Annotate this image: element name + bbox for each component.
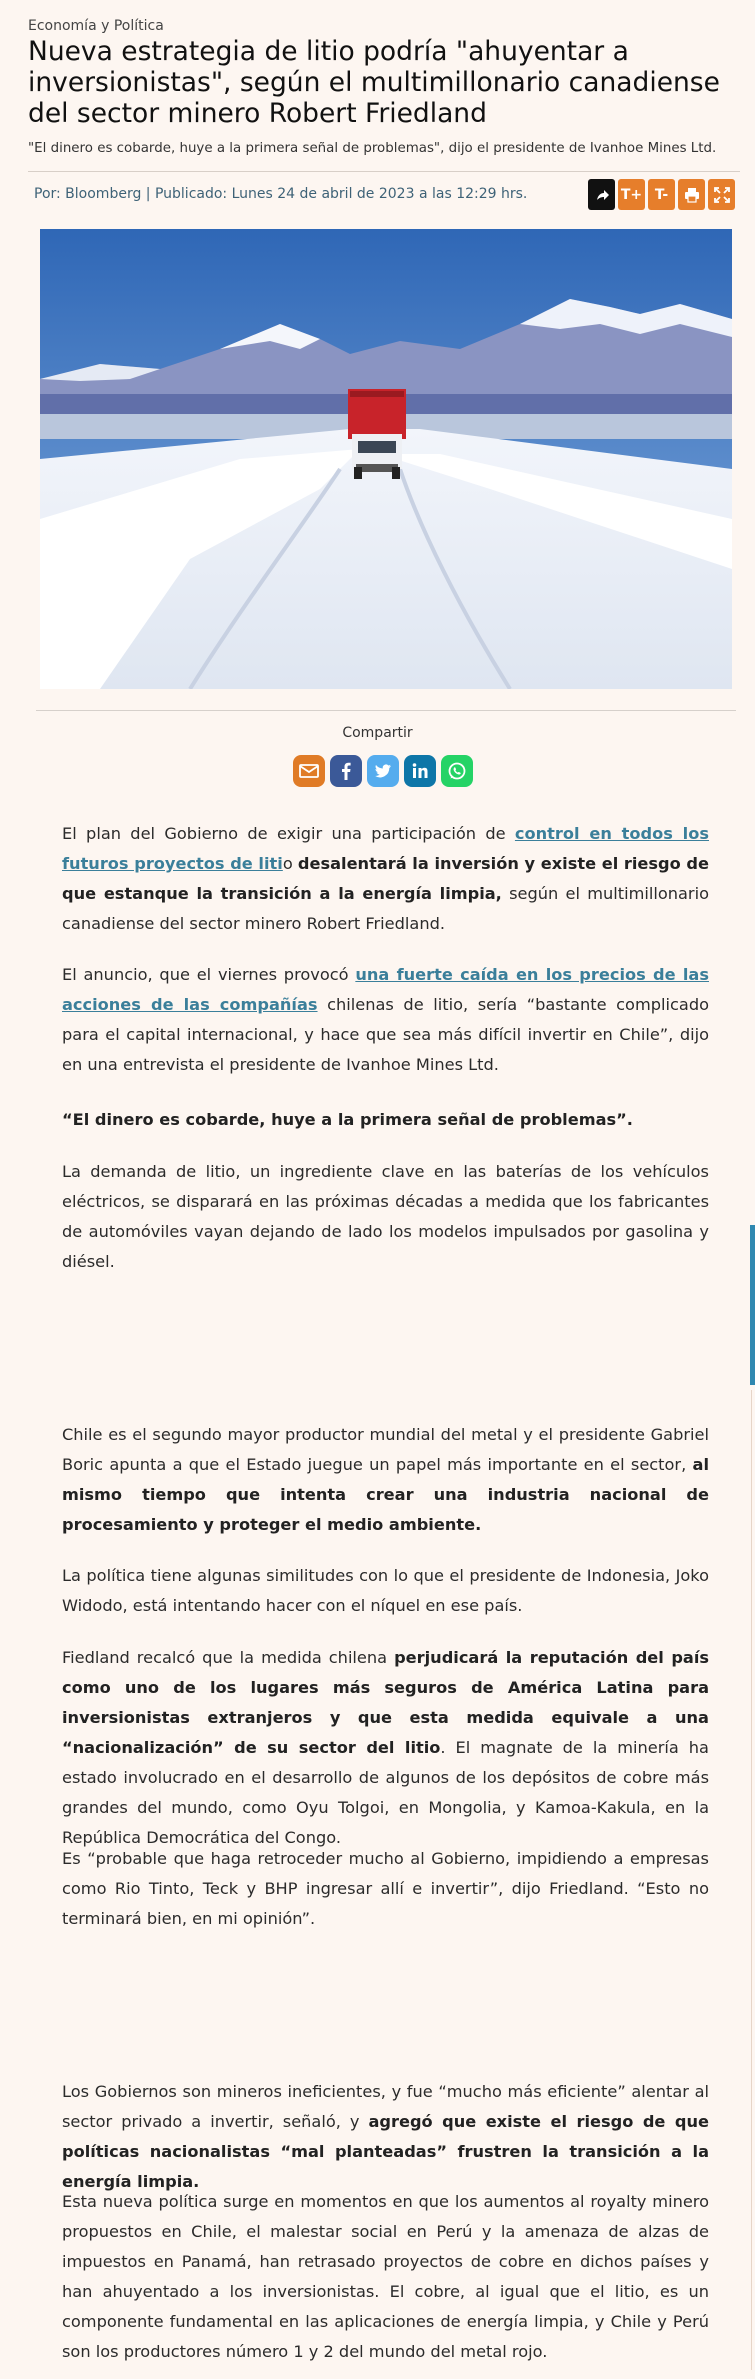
email-icon	[298, 760, 320, 782]
share-arrow-icon	[594, 187, 610, 203]
linkedin-icon	[409, 760, 431, 782]
twitter-share-button[interactable]	[367, 755, 399, 787]
paragraph-3	[62, 1105, 709, 1135]
paragraph-text: El anuncio, que el viernes provocó	[62, 965, 356, 984]
paragraph-text: Fiedland recalcó que la medida chilena	[62, 1648, 395, 1667]
salt-flat-truck-image	[40, 229, 732, 689]
whatsapp-share-button[interactable]	[441, 755, 473, 787]
facebook-share-button[interactable]	[330, 755, 362, 787]
article-subtitle: "El dinero es cobarde, huye a la primera señal de problemas", dijo el presidente de Ivanhoe Mines Ltd.	[28, 141, 717, 156]
email-share-button[interactable]	[293, 755, 325, 787]
caida-acciones-link[interactable]: una fuerte caída en los precios de las acciones de las compañías	[62, 965, 709, 1014]
print-button[interactable]	[678, 179, 705, 210]
paragraph-10: Esta nueva política surge en momentos en que los aumentos al royalty minero propuestos en Chile, el malestar social en Perú y la amenaza de alzas de impuestos en Panamá, han retrasado proyectos de cobre en dichos países y han ahuyentado a los inversionistas. El cobre, al igual que el litio, es un componente fundamental en las aplicaciones de energía limpia, y Chile y Perú son los productores número 1 y 2 del mundo del metal rojo.	[62, 2192, 709, 2361]
paragraph-1	[62, 819, 709, 939]
side-rule	[751, 1390, 752, 2370]
article-toolbar	[588, 179, 735, 210]
paragraph-9	[62, 2077, 709, 2197]
share-buttons	[293, 755, 473, 787]
paragraph-text: según el multimillonario canadiense del sector minero Robert Friedland.	[62, 884, 709, 933]
paragraph-text: . El magnate de la minería ha estado involucrado en el desarrollo de algunos de los depósitos de cobre más grandes del mundo, como Oyu Tolgoi, en Mongolia, y Kamoa-Kakula, en la República Democrática del Congo.	[62, 1738, 709, 1847]
paragraph-7	[62, 1643, 709, 1853]
paragraph-text: Chile es el segundo mayor productor mundial del metal y el presidente Gabriel Boric apunta a que el Estado juegue un papel más importante en el sector,	[62, 1425, 709, 1474]
paragraph-5	[62, 1420, 709, 1540]
expand-icon	[714, 187, 730, 203]
paragraph-6: La política tiene algunas similitudes con lo que el presidente de Indonesia, Joko Widodo, está intentando hacer con el níquel en ese país.	[62, 1566, 709, 1615]
twitter-icon	[372, 760, 394, 782]
byline: Por: Bloomberg | Publicado: Lunes 24 de abril de 2023 a las 12:29 hrs.	[34, 186, 528, 202]
divider	[36, 710, 736, 711]
font-decrease-button[interactable]: T-	[648, 179, 675, 210]
bold-text: perjudicará la reputación del país como uno de los lugares más seguros de América Latina para inversionistas extranjeros y que esta medida equivale a una “nacionalización” de su sector del litio	[62, 1648, 710, 1757]
paragraph-text: o	[282, 854, 298, 873]
article-photo	[40, 229, 732, 689]
expand-button[interactable]	[708, 179, 735, 210]
paragraph-text: El plan del Gobierno de exigir una participación de	[62, 824, 515, 843]
bold-text: desalentará la inversión y existe el riesgo de que estanque la transición a la energía limpia,	[62, 854, 709, 903]
whatsapp-icon	[446, 760, 468, 782]
printer-icon	[684, 187, 700, 203]
bold-text: al mismo tiempo que intenta crear una industria nacional de procesamiento y proteger el medio ambiente.	[62, 1455, 709, 1534]
bold-text: agregó que existe el riesgo de que políticas nacionalistas “mal planteadas” frustren la transición a la energía limpia.	[62, 2112, 709, 2191]
paragraph-text: Los Gobiernos son mineros ineficientes, y fue “mucho más eficiente” alentar al sector privado a invertir, señaló, y	[62, 2082, 709, 2131]
facebook-icon	[335, 760, 357, 782]
share-button[interactable]	[588, 179, 615, 210]
article-title: Nueva estrategia de litio podría "ahuyentar a inversionistas", según el multimillonario canadiense del sector minero Robert Friedland	[28, 36, 720, 129]
linkedin-share-button[interactable]	[404, 755, 436, 787]
paragraph-text: chilenas de litio, sería “bastante complicado para el capital internacional, y hace que sea más difícil invertir en Chile”, dijo en una entrevista el presidente de Ivanhoe Mines Ltd.	[62, 995, 709, 1074]
paragraph-2	[62, 960, 709, 1080]
quote-text: “El dinero es cobarde, huye a la primera señal de problemas”.	[62, 1110, 633, 1129]
share-label: Compartir	[342, 725, 413, 741]
control-proyectos-link[interactable]: control en todos los futuros proyectos de liti	[62, 824, 709, 873]
section-label[interactable]: Economía y Política	[28, 18, 164, 34]
paragraph-8: Es “probable que haga retroceder mucho al Gobierno, impidiendo a empresas como Rio Tinto, Teck y BHP ingresar allí e invertir”, dijo Friedland. “Esto no terminará bien, en mi opinión”.	[62, 1849, 709, 1928]
paragraph-4: La demanda de litio, un ingrediente clave en las baterías de los vehículos eléctricos, se disparará en las próximas décadas a medida que los fabricantes de automóviles vayan dejando de lado los modelos impulsados por gasolina y diésel.	[62, 1162, 709, 1271]
scroll-indicator	[750, 1225, 755, 1385]
divider	[28, 171, 740, 172]
font-increase-button[interactable]: T+	[618, 179, 645, 210]
